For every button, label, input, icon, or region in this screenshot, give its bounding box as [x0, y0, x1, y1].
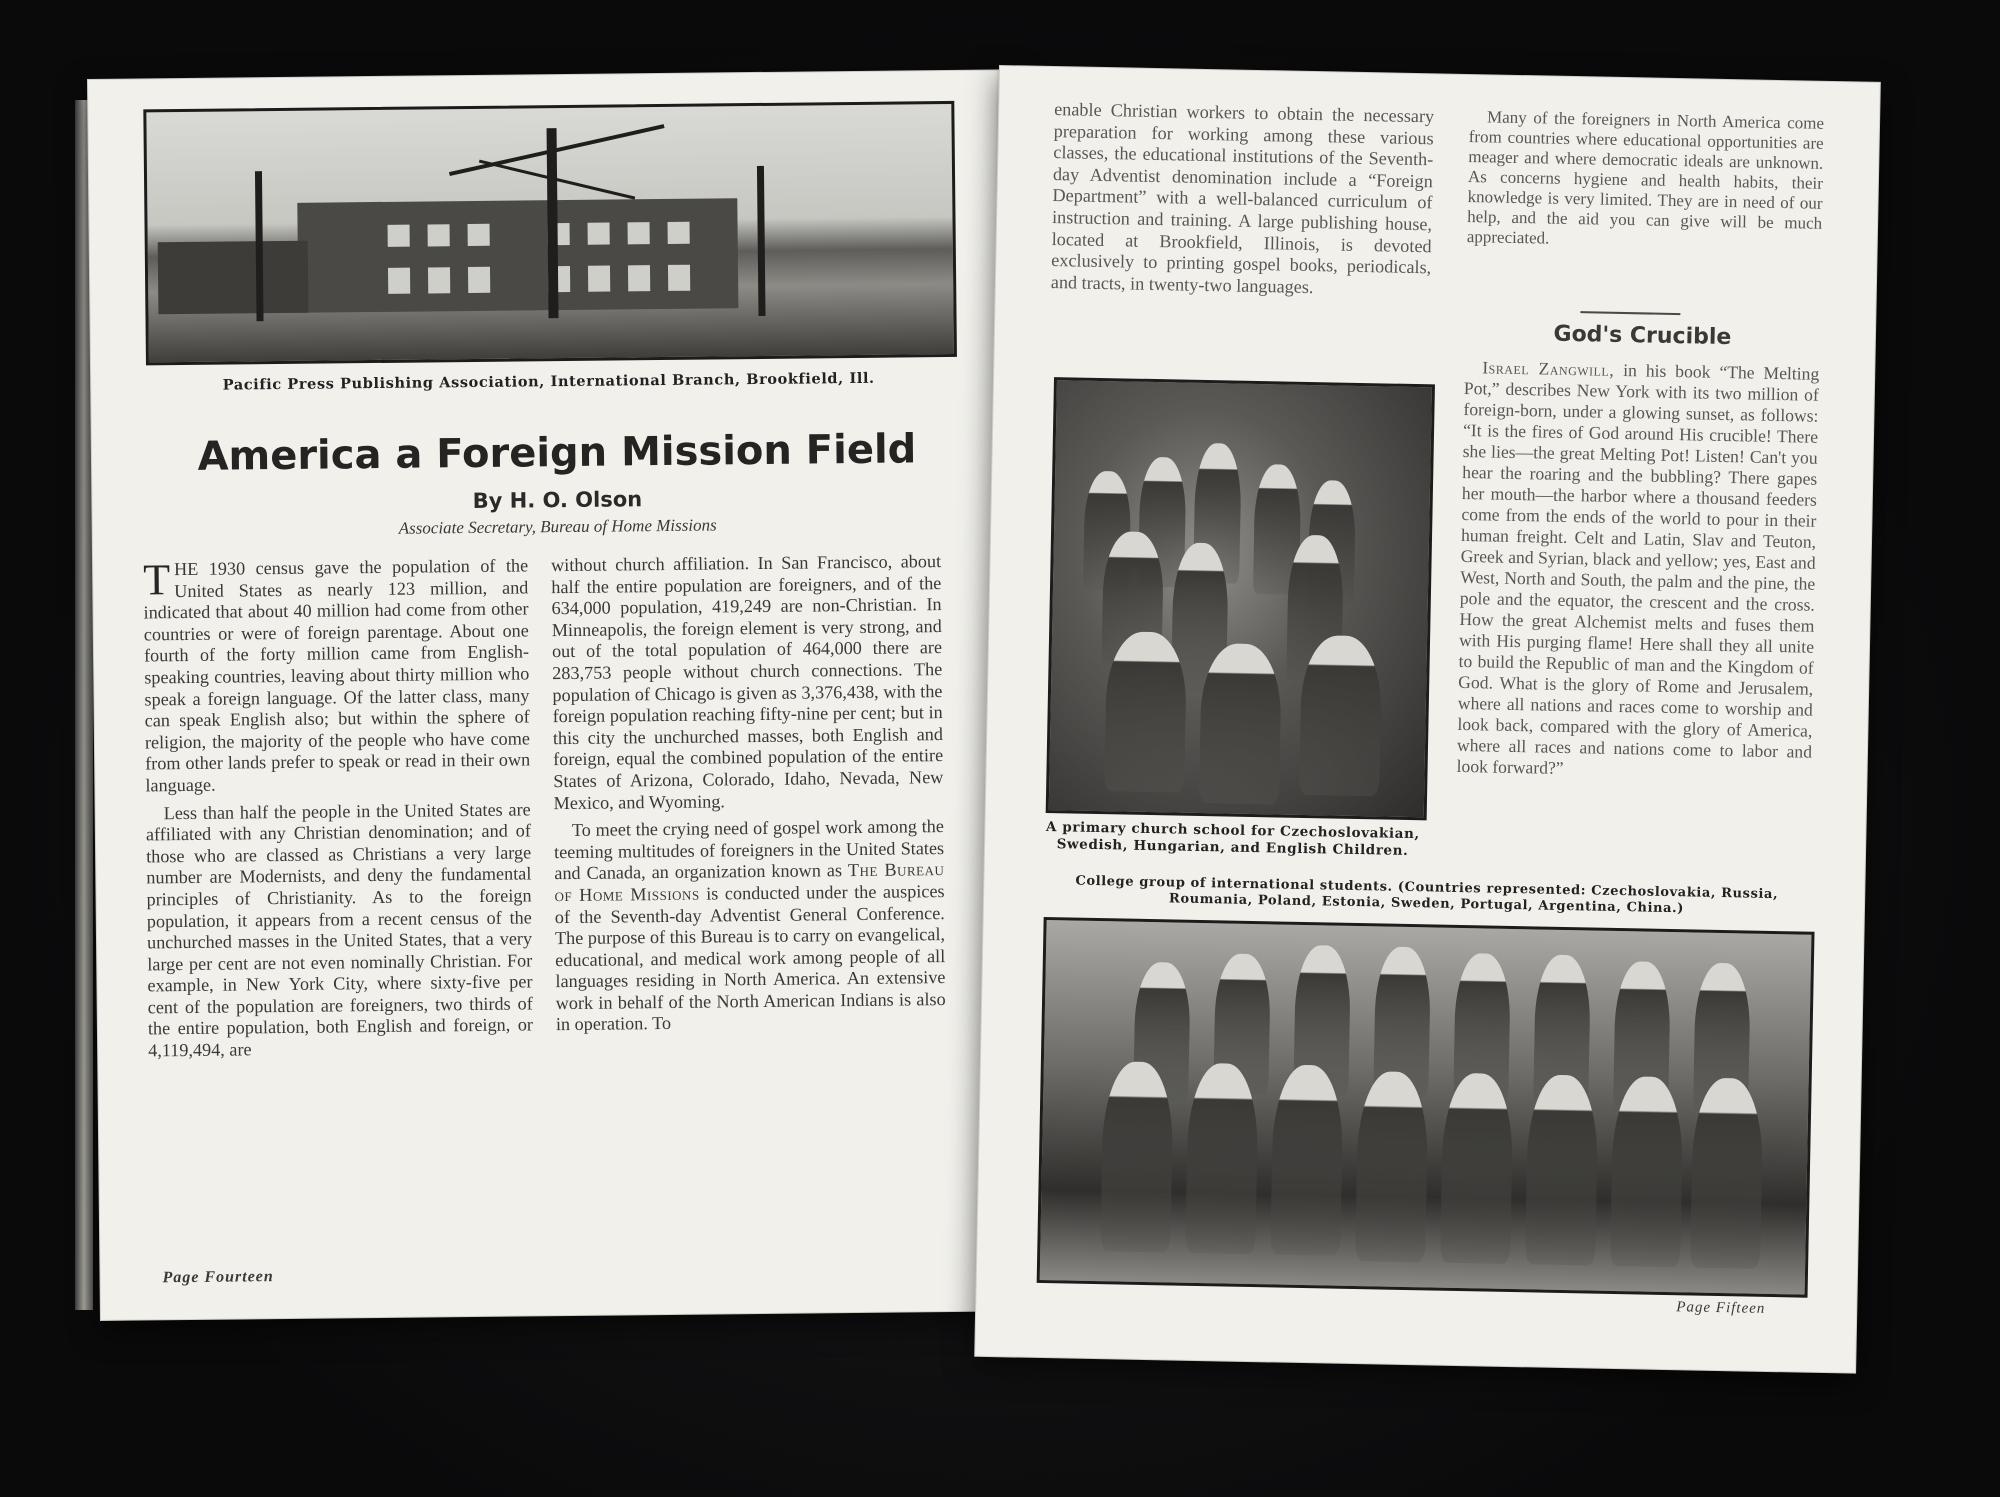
left-page — [88, 70, 1031, 1320]
article-column-1 — [143, 555, 533, 1068]
section-title: God's Crucible — [1553, 321, 1732, 351]
building-wing — [158, 241, 309, 315]
building — [297, 198, 738, 313]
paragraph: To meet the crying need of gospel work among the teeming multitudes of foreigners in the United States and Canada, an organization known as The Bureau of Home Missions is conducted under the auspices of the Seventh-day Adventist General Conference. The purpose of this Bureau is to carry on evangelical, educational, and medical work among people of all languages residing in North America. An extensive work in behalf of the North American Indians is also in operation. To — [554, 816, 946, 1035]
tree-trunk — [757, 166, 766, 316]
building-photo-caption: Pacific Press Publishing Association, International Branch, Brookfield, Ill. — [222, 369, 875, 394]
author-name: Israel Zangwill, — [1482, 357, 1615, 380]
paragraph: Many of the foreigners in North America come from countries where educational opportunities are meager and where democratic ideals are unknown. As concerns hygiene and health habits, their knowledge is very limited. They are in need of our help, and the aid you can give will be much appreciated. — [1466, 107, 1825, 248]
building-photo — [143, 101, 957, 365]
article-title: America a Foreign Mission Field — [197, 426, 917, 480]
right-column-1 — [1051, 99, 1435, 307]
section-rule — [1580, 311, 1680, 315]
author-title: Associate Secretary, Bureau of Home Missions — [398, 515, 717, 538]
bureau-name: The Bureau of Home Missions — [554, 859, 945, 906]
paragraph: THE 1930 census gave the population of the United States as nearly 123 million, and indicated that about 40 million had come from other countries or were of foreign parentage. About one fourth of the forty million came from English-speaking countries, leaving about thirty million who speak a foreign language. Of the latter class, many can speak English also; but within the sphere of religion, the majority of the people who have come from other lands prefer to speak or read in their own language. — [142, 555, 531, 796]
college-photo-caption: College group of international students. (Countries represented: Czechoslovakia, Russia, Roumania, Poland, Estonia, Sweden, Portugal, Argentina, China.) — [1075, 873, 1779, 917]
author-byline: By H. O. Olson — [472, 487, 643, 513]
drop-cap: T — [142, 555, 171, 605]
paragraph: without church affiliation. In San Francisco, about half the entire population are foreigners, and of the 634,000 population, 419,249 are non-Christian. In Minneapolis, the foreign element is very strong, and out of the total population of 464,000 there are 283,753 people without church connections. The population of Chicago is given as 3,376,438, with the foreign population reaching fifty-nine per cent; but in this city the unchurched masses, both English and foreign, equal the combined population of the entire States of Arizona, Colorado, Idaho, Nevada, New Mexico, and Wyoming. — [551, 551, 944, 813]
page-number-left: Page Fourteen — [162, 1268, 274, 1287]
children-photo-caption: A primary church school for Czechoslovakian, Swedish, Hungarian, and English Children. — [1045, 819, 1420, 859]
children-photo — [1046, 377, 1435, 820]
article-column-2 — [551, 551, 946, 1042]
college-group-photo — [1037, 917, 1815, 1298]
right-column-2 — [1466, 107, 1824, 260]
tree-trunk — [255, 171, 264, 321]
right-page — [975, 66, 1880, 1373]
paragraph: Less than half the people in the United States are affiliated with any Christian denomination; and of those who are classed as Christians a very large number are Modernists, and deny the fundamental principles of Christianity. As to the foreign population, it appears from a recent census of the unchurched masses in the United States, that a very large per cent are not even nominally Christian. For example, in New York City, where sixty-five per cent of the population are foreigners, two thirds of the entire population, both English and foreign, or 4,119,494, are — [145, 798, 534, 1061]
paragraph: enable Christian workers to obtain the necessary preparation for working among these various classes, the educational institutions of the Seventh-day Adventist denomination include a “Foreign Department” with a well-balanced curriculum of instruction and training. A large publishing house, located at Brookfield, Illinois, is devoted exclusively to printing gospel books, periodicals, and tracts, in twenty-two languages. — [1050, 99, 1435, 297]
crucible-column — [1456, 357, 1819, 790]
tree-trunk — [547, 128, 559, 318]
page-number-right: Page Fifteen — [1676, 1299, 1766, 1317]
paragraph: Israel Zangwill, in his book “The Melting Pot,” describes New York with its two million of foreign-born, under a glowing sunset, as follows: “It is the fires of God around His crucible! There she lies—the great Melting Pot! Listen! Can't you hear the roaring and the bubbling? There gapes her mouth—the harbor where a thousand feeders come from the ends of the world to pour in their human freight. Celt and Latin, Slav and Teuton, Greek and Syrian, black and yellow; yes, East and West, North and South, the palm and the pine, the pole and the equator, the crescent and the cross. How the great Alchemist melts and fuses them with His purging flame! Here shall they all unite to build the Republic of man and the Kingdom of God. What is the glory of Rome and Jerusalem, where all nations and races come to worship and look back, compared with the glory of America, where all races and nations come to labor and look forward?” — [1456, 357, 1820, 778]
